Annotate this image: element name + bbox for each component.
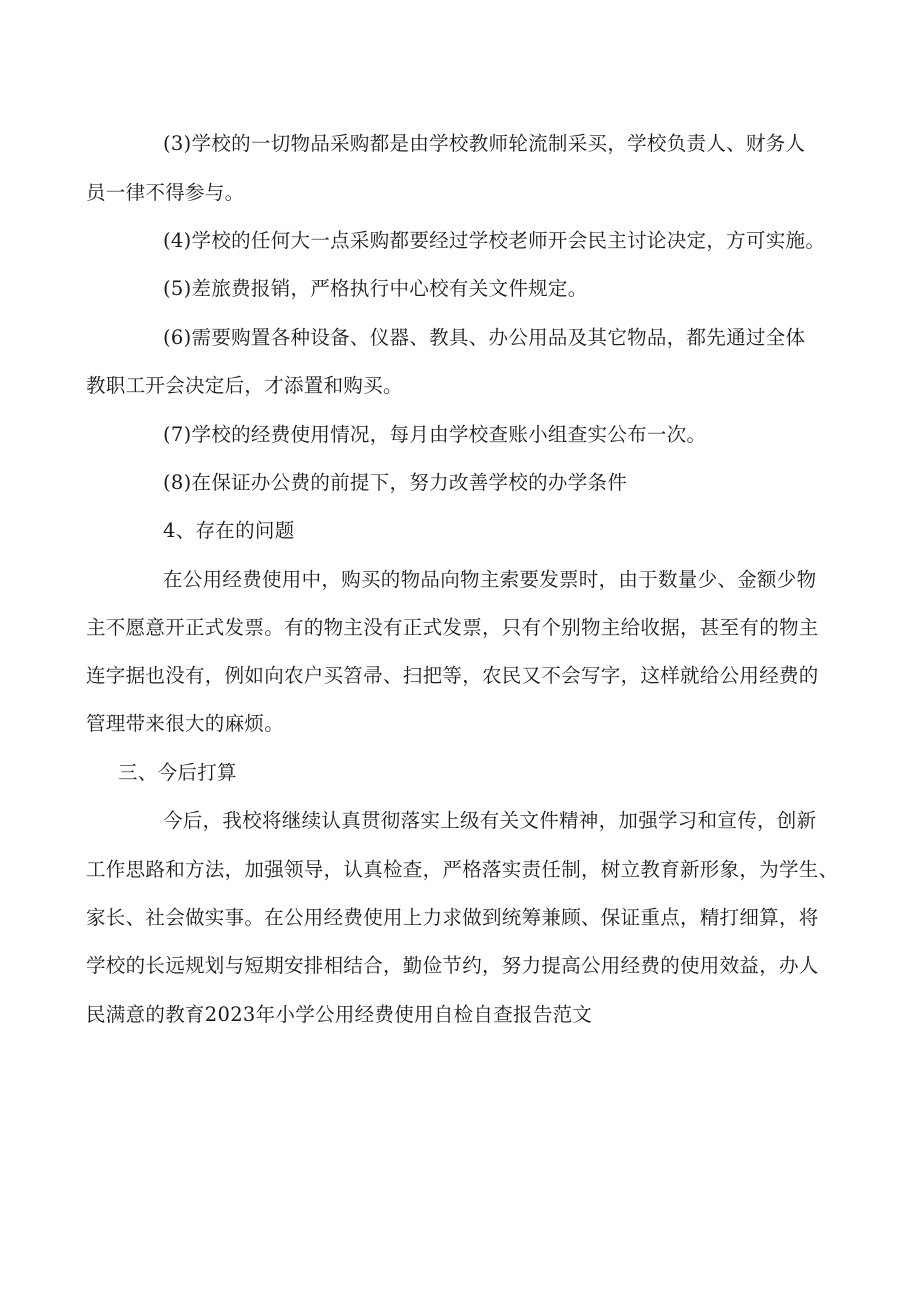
- paragraph-problems-line-3: 连字据也没有，例如向农户买笤帚、扫把等，农民又不会写字，这样就给公用经费的: [86, 664, 819, 687]
- text-line-item-3: (3)学校的一切物品采购都是由学校教师轮流制采买，学校负责人、财务人: [163, 132, 806, 155]
- paragraph-future-line-2: 工作思路和方法，加强领导，认真检查，严格落实责任制，树立教育新形象，为学生、: [86, 858, 839, 881]
- paragraph-problems-line-1: 在公用经费使用中，购买的物品向物主索要发票时，由于数量少、金额少物: [163, 568, 817, 591]
- paragraph-future-line-5: 民满意的教育2023年小学公用经费使用自检自查报告范文: [86, 1003, 593, 1026]
- paragraph-future-line-1: 今后，我校将继续认真贯彻落实上级有关文件精神，加强学习和宣传，创新: [163, 809, 817, 832]
- text-line-item-8: (8)在保证办公费的前提下，努力改善学校的办学条件: [163, 471, 628, 494]
- text-line-item-5: (5)差旅费报销，严格执行中心校有关文件规定。: [163, 277, 588, 300]
- paragraph-future-line-3: 家长、社会做实事。在公用经费使用上力求做到统筹兼顾、保证重点，精打细算，将: [86, 906, 819, 929]
- paragraph-problems-line-2: 主不愿意开正式发票。有的物主没有正式发票，只有个别物主给收据，甚至有的物主: [86, 616, 819, 639]
- section-heading-future-plans: 三、今后打算: [118, 761, 237, 784]
- paragraph-future-line-4: 学校的长远规划与短期安排相结合，勤俭节约，努力提高公用经费的使用效益，办人: [86, 954, 819, 977]
- text-line-item-4: (4)学校的任何大一点采购都要经过学校老师开会民主讨论决定，方可实施。: [163, 229, 826, 252]
- text-line-item-7: (7)学校的经费使用情况，每月由学校查账小组查实公布一次。: [163, 423, 707, 446]
- paragraph-problems-line-4: 管理带来很大的麻烦。: [86, 712, 285, 735]
- text-line-item-3-cont: 员一律不得参与。: [86, 181, 245, 204]
- section-heading-problems: 4、存在的问题: [163, 519, 295, 542]
- text-line-item-6-cont: 教职工开会决定后，才添置和购买。: [86, 374, 403, 397]
- text-line-item-6: (6)需要购置各种设备、仪器、教具、办公用品及其它物品，都先通过全体: [163, 326, 806, 349]
